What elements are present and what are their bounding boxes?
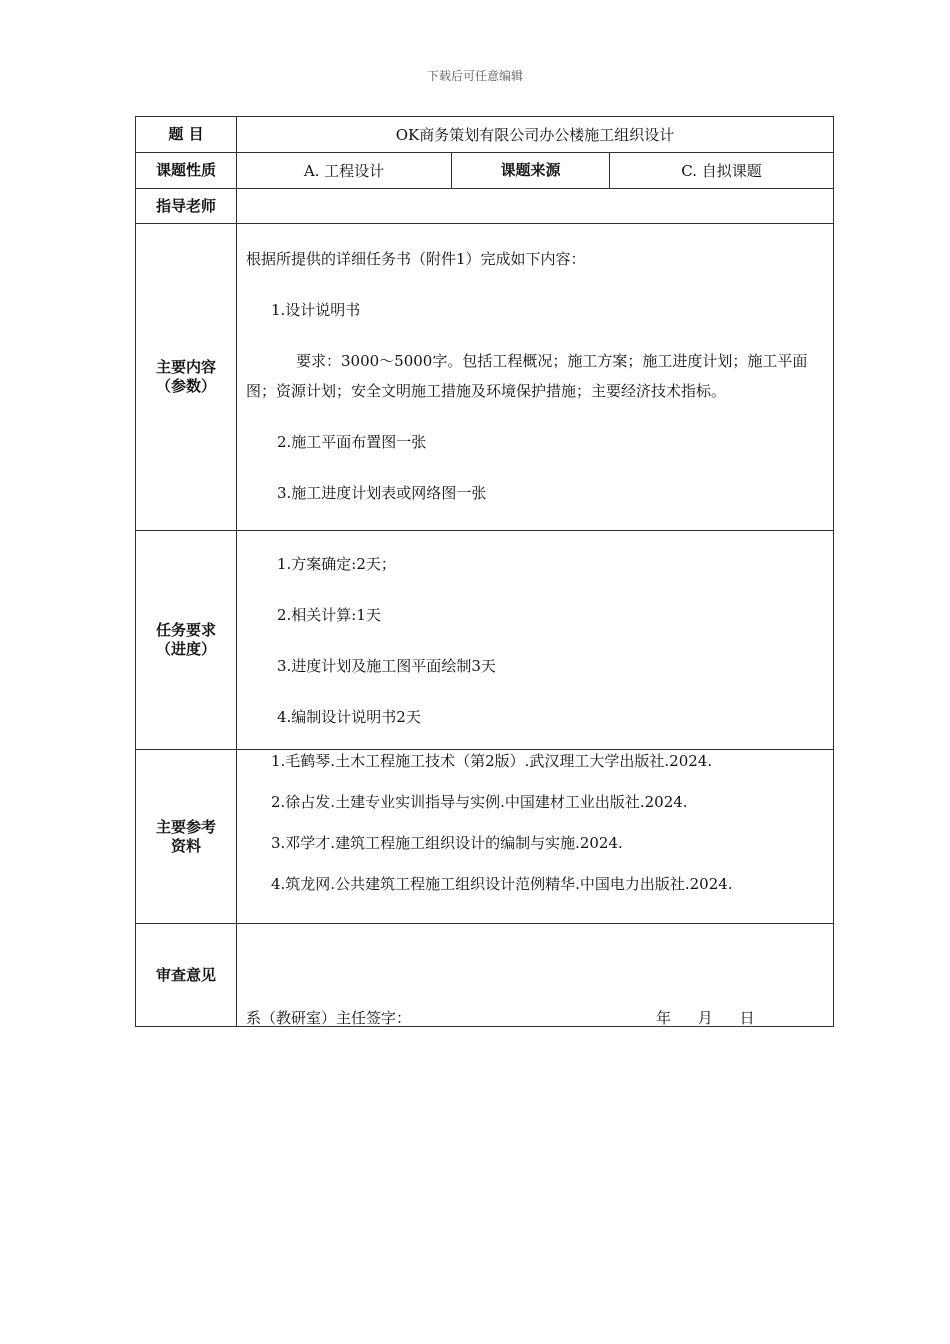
advisor-label: 指导老师 — [136, 189, 237, 224]
reference-item: 4.筑龙网.公共建筑工程施工组织设计范例精华.中国电力出版社.2024. — [271, 875, 733, 893]
nature-value: A. 工程设计 — [237, 153, 452, 189]
content-intro: 根据所提供的详细任务书（附件1）完成如下内容： — [246, 250, 586, 268]
task-form-table — [135, 116, 834, 1027]
task-item: 1.方案确定:2天； — [277, 555, 396, 573]
advisor-value — [237, 189, 834, 224]
reference-item: 1.毛鹤琴.土木工程施工技术（第2版）.武汉理工大学出版社.2024. — [271, 752, 713, 770]
reference-item: 2.徐占发.土建专业实训指导与实例.中国建材工业出版社.2024. — [271, 793, 688, 811]
review-cell — [237, 924, 834, 1027]
topic-label: 题 目 — [136, 117, 237, 153]
references-label — [136, 750, 237, 924]
tasks-label — [136, 531, 237, 750]
tasks-label-line2: （进度） — [155, 640, 216, 658]
task-item: 4.编制设计说明书2天 — [277, 708, 421, 726]
task-item: 3.进度计划及施工图平面绘制3天 — [277, 657, 496, 675]
advisor-row — [136, 189, 834, 224]
date-month: 月 — [697, 1009, 713, 1027]
references-row — [136, 750, 834, 924]
reference-item: 3.邓学才.建筑工程施工组织设计的编制与实施.2024. — [271, 834, 623, 852]
content-label-line1: 主要内容 — [155, 358, 216, 376]
content-cell — [237, 224, 834, 531]
content-item-1: 1.设计说明书 — [271, 301, 361, 319]
date-year: 年 — [656, 1009, 672, 1027]
tasks-label-line1: 任务要求 — [155, 621, 216, 639]
source-value: C. 自拟课题 — [610, 153, 834, 189]
topic-row — [136, 117, 834, 153]
tasks-row — [136, 531, 834, 750]
tasks-cell — [237, 531, 834, 750]
review-row — [136, 924, 834, 1027]
references-label-line2: 资料 — [170, 836, 201, 855]
content-item-3: 3.施工进度计划表或网络图一张 — [277, 484, 487, 502]
content-requirement: 要求：3000～5000字。包括工程概况；施工方案；施工进度计划；施工平面图；资源计划；安全文明施工措施及环境保护措施；主要经济技术指标。 — [246, 352, 808, 400]
review-label: 审查意见 — [136, 924, 237, 1027]
content-row — [136, 224, 834, 531]
task-item: 2.相关计算:1天 — [277, 606, 381, 624]
nature-row — [136, 153, 834, 189]
nature-label: 课题性质 — [136, 153, 237, 189]
references-label-line1: 主要参考 — [155, 817, 216, 836]
content-item-2: 2.施工平面布置图一张 — [277, 433, 427, 451]
topic-value: OK商务策划有限公司办公楼施工组织设计 — [237, 117, 834, 153]
date-day: 日 — [739, 1009, 755, 1027]
content-label — [136, 224, 237, 531]
references-cell — [237, 750, 834, 924]
header-note: 下载后可任意编辑 — [426, 69, 523, 83]
source-label: 课题来源 — [452, 153, 610, 189]
signature-line — [246, 1008, 926, 1028]
signature-date — [656, 1008, 777, 1028]
content-label-line2: （参数） — [155, 377, 216, 395]
signature-label: 系（教研室）主任签字： — [246, 1009, 412, 1027]
